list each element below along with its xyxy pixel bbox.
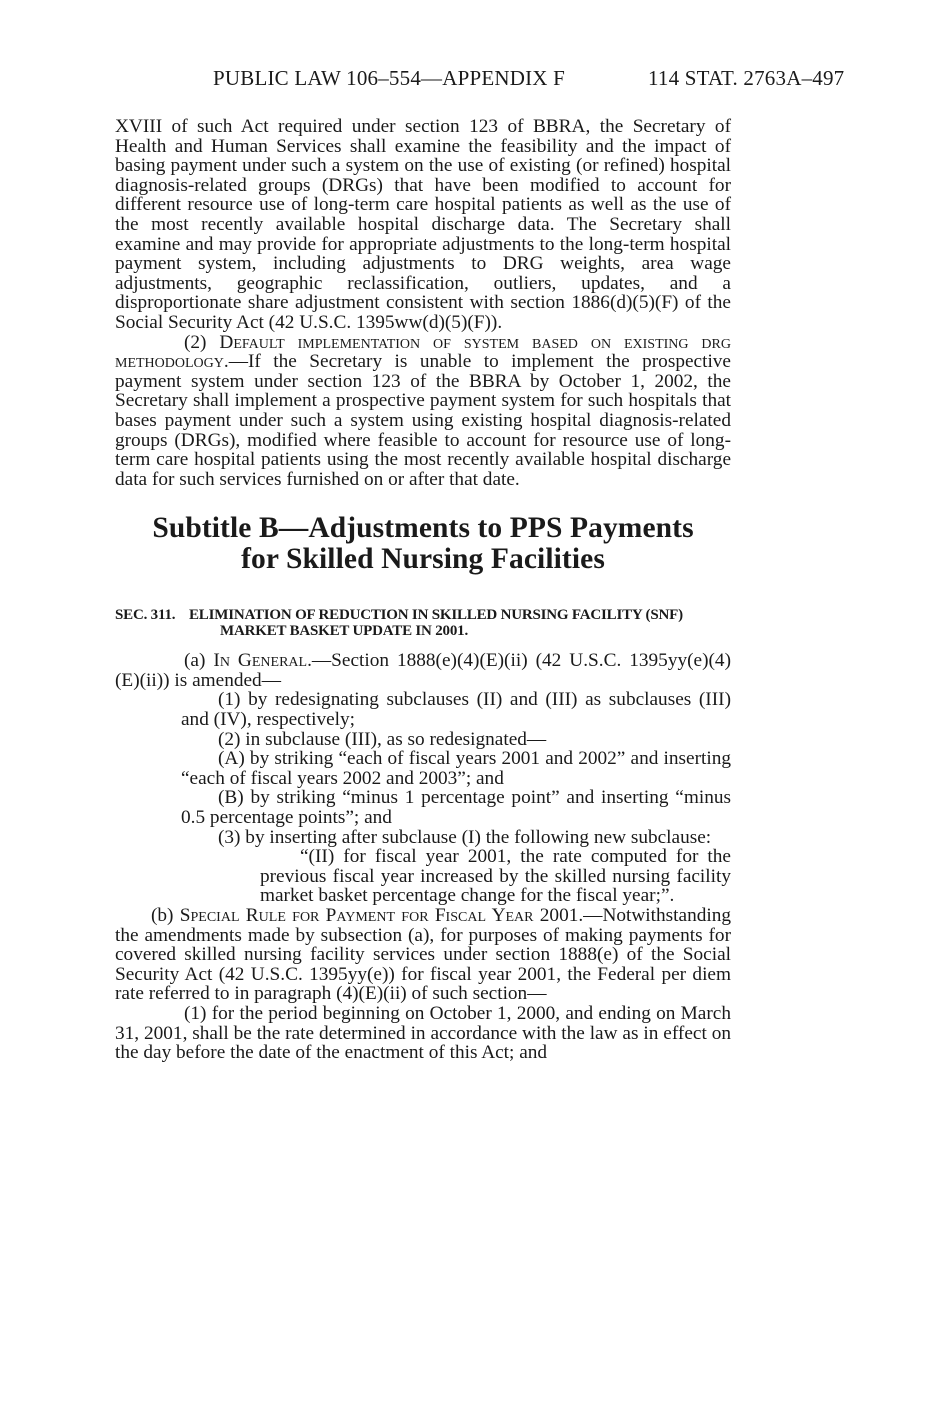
section-title: ELIMINATION OF REDUCTION IN SKILLED NURSING FACILITY (SNF) MARKET BASKET UPDATE IN 2001. bbox=[189, 607, 683, 640]
section-heading bbox=[115, 607, 731, 639]
paragraph-2-heading: Default implementation of system based on existing drg methodology. bbox=[115, 331, 731, 373]
subsection-a-label: (a) bbox=[184, 650, 214, 672]
subsection-b bbox=[115, 906, 731, 1004]
subtitle-heading bbox=[115, 513, 731, 575]
section-number: SEC. 311. bbox=[115, 607, 176, 624]
subsection-a-item-1: (1) by redesignating subclauses (II) and (III) as subclauses (III) and (IV), respectively; bbox=[181, 689, 731, 731]
document-body bbox=[115, 117, 731, 1063]
subsection-a-heading: In General. bbox=[213, 650, 312, 672]
paragraph-continued: XVIII of such Act required under section 123 of BBRA, the Secretary of Health and Human Services shall examine the feasibility and the impact of basing payment under such a system on the use of existing (or refined) hospital diagnosis-related groups (DRGs) that have been modified to account for different resource use of long-term care hospital patients as well as the use of the most recently available hospital discharge data. The Secretary shall examine and may provide for appropriate adjustments to the long-term hospital payment system, including adjustments to DRG weights, area wage adjustments, geographic reclassification, outliers, updates, and a disproportionate share adjustment consistent with section 1886(d)(5)(F) of the Social Security Act (42 U.S.C. 1395ww(d)(5)(F)). bbox=[115, 116, 731, 333]
subsection-b-text: —Notwithstanding the amendments made by subsection (a), for purposes of making payments for covered skilled nursing facility services under section 1888(e) of the Social Security Act (42 U.S.C. 1395yy(e)) for fiscal year 2001, the Federal per diem rate referred to in paragraph (4)(E)(ii) of such section— bbox=[115, 905, 731, 1005]
statute-citation: 114 STAT. 2763A–497 bbox=[648, 66, 845, 90]
subsection-a-text: —Section 1888(e)(4)(E)(ii) (42 U.S.C. 1395yy(e)(4)(E)(ii)) is amended— bbox=[115, 650, 731, 691]
paragraph-2-number: (2) bbox=[184, 331, 220, 353]
inserted-quote: “(II) for fiscal year 2001, the rate computed for the previous fiscal year increased by the skilled nursing facility market basket percentage change for the fiscal year;”. bbox=[260, 846, 731, 907]
paragraph-2 bbox=[115, 333, 731, 490]
page-header bbox=[213, 66, 873, 91]
running-head: PUBLIC LAW 106–554—APPENDIX F bbox=[213, 66, 566, 90]
subsection-b-label: (b) bbox=[151, 905, 180, 926]
subsection-a-item-2A: (A) by striking “each of fiscal years 2001 and 2002” and inserting “each of fiscal years 2002 and 2003”; and bbox=[181, 748, 731, 789]
subsection-a-item-2B: (B) by striking “minus 1 percentage point” and inserting “minus 0.5 percentage points”; and bbox=[181, 787, 731, 829]
subtitle-line-2: for Skilled Nursing Facilities bbox=[241, 543, 605, 576]
subsection-a bbox=[115, 651, 731, 690]
subsection-b-item-1: (1) for the period beginning on October 1, 2000, and ending on March 31, 2001, shall be the rate determined in accordance with the law as in effect on the day before the date of the enactment of this Act; and bbox=[115, 1002, 731, 1064]
paragraph-2-text: —If the Secretary is unable to implement the prospective payment system under section 123 of the BBRA by October 1, 2002, the Secretary shall implement a prospective payment system for such hospitals that bases payment under such a system using existing hospital diagnosis-related groups (DRGs), modified where feasible to account for resource use of long-term care hospital patients using the most recently available hospital discharge data for such services furnished on or after that date. bbox=[115, 351, 731, 490]
subsection-b-heading: Special Rule for Payment for Fiscal Year 2001. bbox=[179, 905, 584, 926]
subsection-a-item-2: (2) in subclause (III), as so redesignated— bbox=[218, 728, 547, 750]
subsection-a-item-3: (3) by inserting after subclause (I) the following new subclause: bbox=[218, 826, 712, 848]
subtitle-line-1: Subtitle B—Adjustments to PPS Payments bbox=[152, 512, 694, 545]
